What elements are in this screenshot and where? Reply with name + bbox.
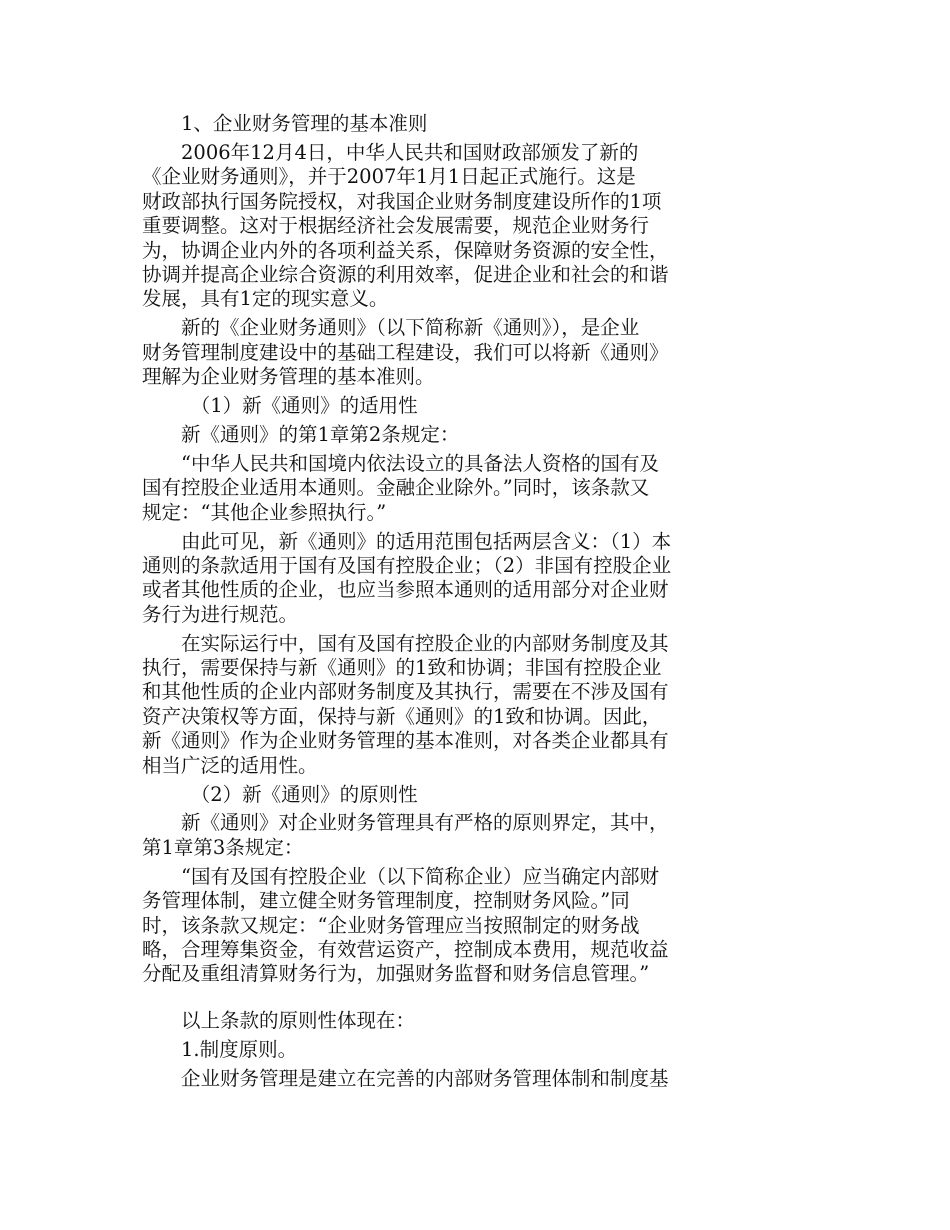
text-line: 1、企业财务管理的基本准则 — [181, 112, 428, 135]
text-line: 由此可见，新《通则》的适用范围包括两层含义：（1）本 — [181, 529, 672, 553]
body-paragraph — [142, 1038, 742, 1062]
text-line: 重要调整。这对于根据经济社会发展需要，规范企业财务行 — [142, 214, 650, 238]
text-line: 协调并提高企业综合资源的利用效率，促进企业和社会的和谐 — [142, 262, 669, 286]
text-line: “国有及国有控股企业（以下简称企业）应当确定内部财 — [181, 864, 659, 888]
body-paragraph — [142, 316, 742, 389]
text-line: 第1章第3条规定： — [142, 835, 304, 859]
body-paragraph — [142, 811, 742, 860]
text-line: 时，该条款又规定：“企业财务管理应当按照制定的财务战 — [142, 913, 640, 937]
text-line: 务管理体制，建立健全财务管理制度，控制财务风险。”同 — [142, 889, 630, 913]
text-line: 新《通则》作为企业财务管理的基本准则，对各类企业都具有 — [142, 729, 669, 753]
text-line: 理解为企业财务管理的基本准则。 — [142, 365, 435, 389]
text-line: 新《通则》对企业财务管理具有严格的原则界定，其中， — [181, 811, 669, 835]
text-line: （2）新《通则》的原则性 — [190, 782, 418, 806]
body-paragraph — [142, 632, 742, 778]
text-line: “中华人民共和国境内依法设立的具备法人资格的国有及 — [181, 451, 659, 475]
text-line: 和其他性质的企业内部财务制度及其执行，需要在不涉及国有 — [142, 680, 669, 704]
body-paragraph — [142, 1009, 742, 1033]
text-line: 国有控股企业适用本通则。金融企业除外。”同时，该条款又 — [142, 476, 650, 500]
subsection-heading — [142, 783, 742, 807]
body-paragraph — [142, 141, 742, 312]
document-body — [142, 112, 742, 1096]
text-line: 相当广泛的适用性。 — [142, 753, 318, 777]
text-line: 财务管理制度建设中的基础工程建设，我们可以将新《通则》 — [142, 340, 669, 364]
text-line: 2006年12月4日，中华人民共和国财政部颁发了新的 — [181, 140, 639, 164]
text-line: 1.制度原则。 — [181, 1037, 298, 1061]
text-line: 财政部执行国务院授权，对我国企业财务制度建设所作的1项 — [142, 189, 662, 213]
text-line: 新的《企业财务通则》（以下简称新《通则》），是企业 — [181, 316, 640, 340]
text-line: （1）新《通则》的适用性 — [190, 393, 418, 417]
text-line: 通则的条款适用于国有及国有控股企业；（2）非国有控股企业 — [142, 553, 672, 577]
text-line: 或者其他性质的企业，也应当参照本通则的适用部分对企业财 — [142, 578, 669, 602]
text-line: 企业财务管理是建立在完善的内部财务管理体制和制度基 — [181, 1066, 669, 1090]
text-line: 为，协调企业内外的各项利益关系，保障财务资源的安全性， — [142, 238, 669, 262]
body-paragraph — [142, 1067, 742, 1091]
body-paragraph — [142, 423, 742, 447]
text-line: 规定：“其他企业参照执行。” — [142, 500, 387, 524]
body-paragraph — [142, 452, 742, 525]
text-line: 在实际运行中，国有及国有控股企业的内部财务制度及其 — [181, 631, 669, 655]
text-line: 《企业财务通则》，并于2007年1月1日起正式施行。这是 — [142, 165, 636, 189]
body-paragraph — [142, 865, 742, 987]
text-line: 资产决策权等方面，保持与新《通则》的1致和协调。因此， — [142, 704, 662, 728]
body-paragraph — [142, 530, 742, 628]
text-line: 发展，具有1定的现实意义。 — [142, 287, 389, 311]
section-heading — [142, 112, 742, 136]
text-line: 略，合理筹集资金，有效营运资产，控制成本费用，规范收益 — [142, 938, 669, 961]
text-line: 新《通则》的第1章第2条规定： — [181, 422, 460, 446]
text-line: 执行，需要保持与新《通则》的1致和协调；非国有控股企业 — [142, 656, 662, 680]
text-line: 以上条款的原则性体现在： — [181, 1008, 416, 1032]
text-line: 分配及重组清算财务行为，加强财务监督和财务信息管理。” — [142, 962, 650, 986]
text-line: 务行为进行规范。 — [142, 602, 299, 626]
subsection-heading — [142, 394, 742, 418]
